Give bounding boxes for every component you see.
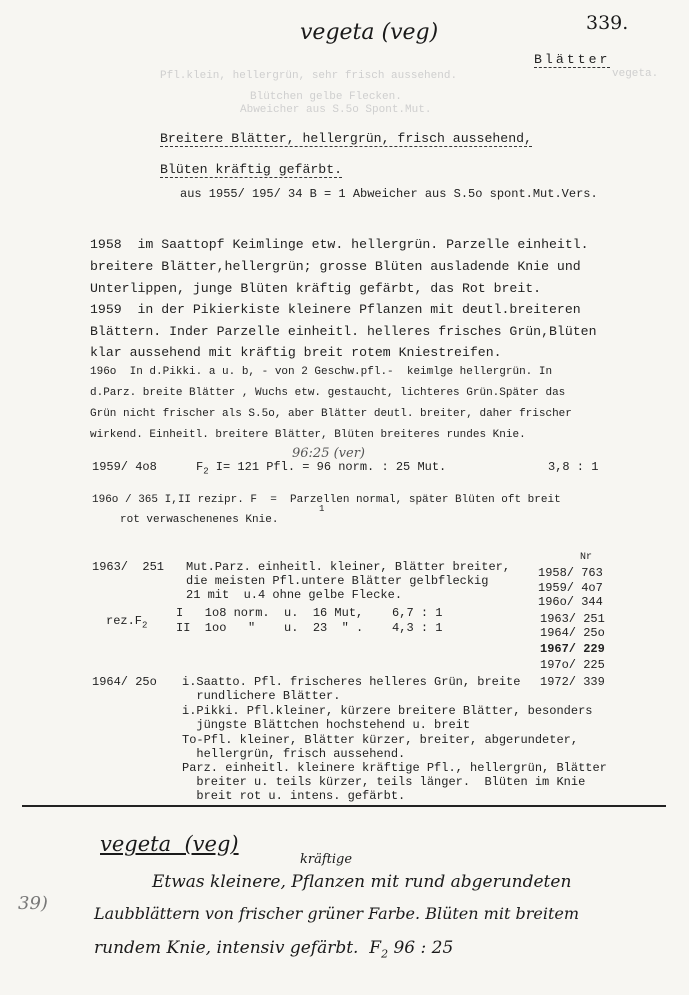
- f2-stat: $F_2$ I= 121 Pfl. = 96 norm. : 25 Mut.: [196, 460, 447, 477]
- block-1964-line: breiter u. teils kürzer, teils länger. Blüten im Knie: [182, 775, 586, 789]
- bleed-line: vegeta.: [612, 68, 659, 80]
- note-line: 196o In d.Pikki. a u. b, - von 2 Geschw.pfl.- keimlge hellergrün. In: [90, 366, 553, 378]
- nr-item: 1967/ 229: [540, 642, 605, 656]
- reciprocal-line-2: rot verwaschenenes Knie.: [120, 514, 279, 526]
- rez-f2-label: $rez.F_2$: [106, 614, 148, 631]
- block-1964-line: i.Pikki. Pfl.kleiner, kürzere breitere Blätter, besonders: [182, 704, 593, 718]
- nr-item: 1958/ 763: [538, 566, 603, 580]
- bleed-line: Blütchen gelbe Flecken.: [250, 91, 402, 103]
- f2-ratio: 3,8 : 1: [548, 460, 599, 474]
- block-1964-line: Parz. einheitl. kleinere kräftige Pfl., hellergrün, Blätter: [182, 761, 607, 775]
- nr-item: 1959/ 4o7: [538, 581, 603, 595]
- nr-item: 196o/ 344: [538, 595, 603, 609]
- section-title: Blätter: [534, 52, 611, 67]
- block-1964-line: i.Saatto. Pfl. frischeres helleres Grün, breite: [182, 675, 521, 689]
- block-1963-year: 1963/ 251: [92, 560, 165, 574]
- nr-item: 197o/ 225: [540, 658, 605, 672]
- note-line: d.Parz. breite Blätter , Wuchs etw. gestaucht, lichteres Grün.Später das: [90, 387, 566, 399]
- f2-handwritten: 96:25 (ver): [292, 446, 365, 461]
- block-1964-line: jüngste Blättchen hochstehend u. breit: [182, 718, 471, 732]
- rez-row: I 1o8 norm. u. 16 Mut, 6,7 : 1: [176, 606, 443, 620]
- section-divider: [22, 805, 666, 807]
- block-1963-line: Mut.Parz. einheitl. kleiner, Blätter breiter,: [186, 560, 511, 574]
- paragraph-line: 1958 im Saattopf Keimlinge etw. hellergrün. Parzelle einheitl.: [90, 237, 589, 252]
- reciprocal-line-1: 196o / 365 I,II rezipr. F = Parzellen normal, später Blüten oft breit: [92, 494, 561, 506]
- block-1964-line: breit rot u. intens. gefärbt.: [182, 789, 406, 803]
- intro-line-2: Blüten kräftig gefärbt.: [160, 162, 343, 177]
- footer-line: Laubblättern von frischer grüner Farbe. Blüten mit breitem: [94, 904, 580, 923]
- block-1964-line: hellergrün, frisch aussehend.: [182, 747, 406, 761]
- footer-line: rundem Knie, intensiv gefärbt. $F_2$ 96 : 25: [94, 938, 454, 961]
- paragraph-line: klar aussehend mit kräftig breit rotem Kniestreifen.: [90, 345, 502, 360]
- nr-item: 1963/ 251: [540, 612, 605, 626]
- block-1963-line: 21 mit u.4 ohne gelbe Flecke.: [186, 588, 403, 602]
- block-1964-year: 1964/ 25o: [92, 675, 157, 689]
- nr-item: 1964/ 25o: [540, 626, 605, 640]
- block-1964-line: rundlichere Blätter.: [182, 689, 341, 703]
- footer-line: Etwas kleinere, Pflanzen mit rund abgerundeten: [152, 872, 572, 892]
- bleed-line: Pfl.klein, hellergrün, sehr frisch aussehend.: [160, 70, 458, 82]
- intro-line-3: aus 1955/ 195/ 34 B = 1 Abweicher aus S.5o spont.Mut.Vers.: [180, 187, 598, 201]
- footer-title: vegeta (veg): [100, 832, 239, 856]
- f2-year: 1959/ 4o8: [92, 460, 157, 474]
- reciprocal-sub: 1: [319, 504, 325, 514]
- page-number: 339.: [586, 12, 629, 34]
- handwritten-title: vegeta (veg): [300, 20, 439, 45]
- footer-caret-note: kräftige: [300, 852, 353, 867]
- bleed-line: Abweicher aus S.5o Spont.Mut.: [240, 104, 432, 116]
- paragraph-line: Unterlippen, junge Blüten kräftig gefärbt, das Rot breit.: [90, 281, 542, 296]
- paragraph-line: Blättern. Inder Parzelle einheitl. helleres frisches Grün,Blüten: [90, 324, 597, 339]
- intro-line-1: Breitere Blätter, hellergrün, frisch aussehend,: [160, 131, 532, 146]
- nr-item: 1972/ 339: [540, 675, 605, 689]
- paragraph-line: 1959 in der Pikierkiste kleinere Pflanzen mit deutl.breiteren: [90, 302, 581, 317]
- note-line: wirkend. Einheitl. breitere Blätter, Blüten breiteres rundes Knie.: [90, 429, 526, 441]
- nr-label: Nr: [580, 552, 593, 563]
- margin-number: 39): [18, 893, 48, 914]
- block-1963-line: die meisten Pfl.untere Blätter gelbfleckig: [186, 574, 489, 588]
- paragraph-line: breitere Blätter,hellergrün; grosse Blüten ausladende Knie und: [90, 259, 581, 274]
- block-1964-line: To-Pfl. kleiner, Blätter kürzer, breiter, abgerundeter,: [182, 733, 579, 747]
- rez-row: II 1oo " u. 23 " . 4,3 : 1: [176, 621, 443, 635]
- note-line: Grün nicht frischer als S.5o, aber Blätter deutl. breiter, daher frischer: [90, 408, 572, 420]
